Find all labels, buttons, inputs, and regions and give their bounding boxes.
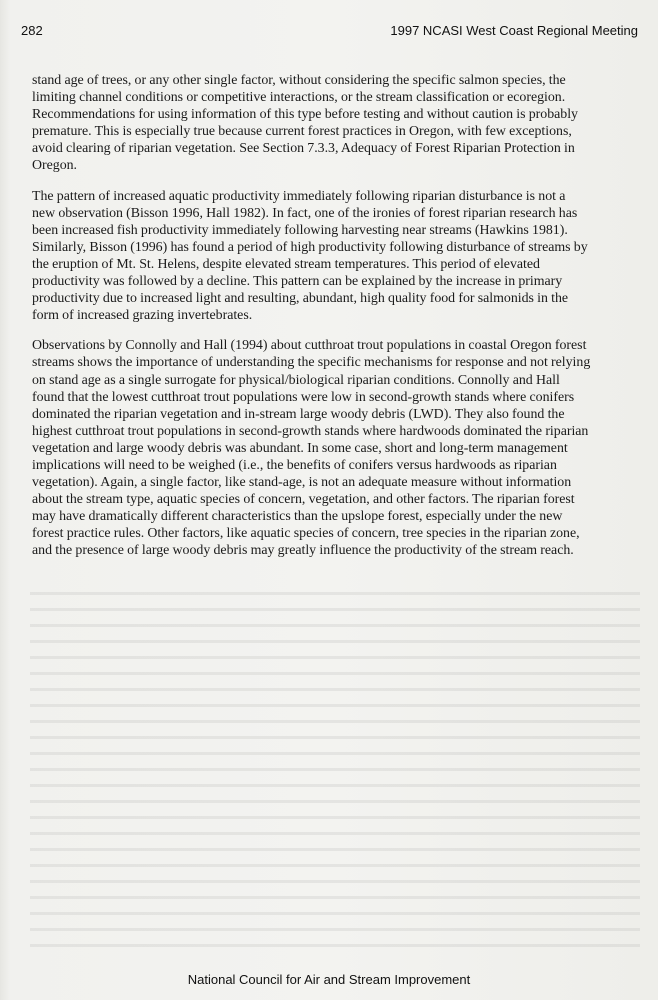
text-line: Observations by Connolly and Hall (1994) about cutthroat trout populations in coastal Oregon forest — [32, 338, 587, 354]
paragraph-3 — [32, 337, 642, 559]
text-line: highest cutthroat trout populations in second-growth stands where hardwoods dominated the riparian — [32, 423, 589, 439]
text-line: implications will need to be weighed (i.e., the benefits of conifers versus hardwoods as riparian — [32, 457, 557, 473]
text-line: form of increased grazing invertebrates. — [32, 308, 253, 324]
bleed-through-shadow — [30, 585, 640, 955]
paragraph-1 — [32, 72, 642, 175]
page-number: 282 — [21, 23, 43, 38]
text-line: been increased fish productivity immediately following harvesting near streams (Hawkins 1981). — [32, 222, 568, 238]
text-line: Similarly, Bisson (1996) has found a period of high productivity following disturbance of streams by — [32, 239, 588, 255]
page-header — [21, 23, 638, 41]
text-line: limiting channel conditions or competitive interactions, or the stream classification or ecoregion. — [32, 90, 566, 106]
text-line: on stand age as a single surrogate for physical/biological riparian conditions. Connolly and Hall — [32, 372, 560, 388]
text-line: premature. This is especially true because current forest practices in Oregon, with few exceptions, — [32, 124, 572, 140]
text-line: about the stream type, aquatic species of concern, vegetation, and other factors. The riparian forest — [32, 492, 575, 508]
text-line: found that the lowest cutthroat trout populations were low in second-growth stands where conifers — [32, 389, 575, 405]
text-line: avoid clearing of riparian vegetation. See Section 7.3.3, Adequacy of Forest Riparian Protection in — [32, 141, 575, 157]
page-footer — [0, 972, 658, 987]
text-line: vegetation and large woody debris was abundant. In some case, short and long-term management — [32, 440, 568, 456]
text-line: new observation (Bisson 1996, Hall 1982). In fact, one of the ironies of forest riparian research has — [32, 205, 578, 221]
text-line: forest practice rules. Other factors, like aquatic species of concern, tree species in the riparian zone, — [32, 526, 580, 542]
paragraph-2 — [32, 188, 642, 325]
text-line: and the presence of large woody debris may greatly influence the productivity of the stream reach. — [32, 543, 574, 559]
text-line: The pattern of increased aquatic productivity immediately following riparian disturbance is not a — [32, 188, 566, 204]
text-line: productivity due to increased light and resulting, abundant, high quality food for salmonids in the — [32, 291, 569, 307]
footer-organization: National Council for Air and Stream Improvement — [187, 972, 471, 987]
text-line: vegetation). Again, a single factor, like stand-age, is not an adequate measure without information — [32, 475, 572, 491]
text-line: Recommendations for using information of this type before testing and without caution is probably — [32, 107, 578, 123]
body-text — [32, 72, 642, 573]
text-line: Oregon. — [32, 158, 77, 174]
text-line: productivity was followed by a decline. This pattern can be explained by the increase in primary — [32, 274, 563, 290]
text-line: streams shows the importance of understanding the specific mechanisms for response and not relying — [32, 355, 591, 371]
running-title: 1997 NCASI West Coast Regional Meeting — [390, 23, 638, 38]
text-line: dominated the riparian vegetation and in-stream large woody debris (LWD). They also found the — [32, 406, 565, 422]
text-line: the eruption of Mt. St. Helens, despite elevated stream temperatures. This period of elevated — [32, 256, 540, 272]
text-line: stand age of trees, or any other single factor, without considering the specific salmon species, the — [32, 73, 566, 88]
text-line: may have dramatically different characteristics than the upslope forest, especially under the new — [32, 509, 563, 525]
